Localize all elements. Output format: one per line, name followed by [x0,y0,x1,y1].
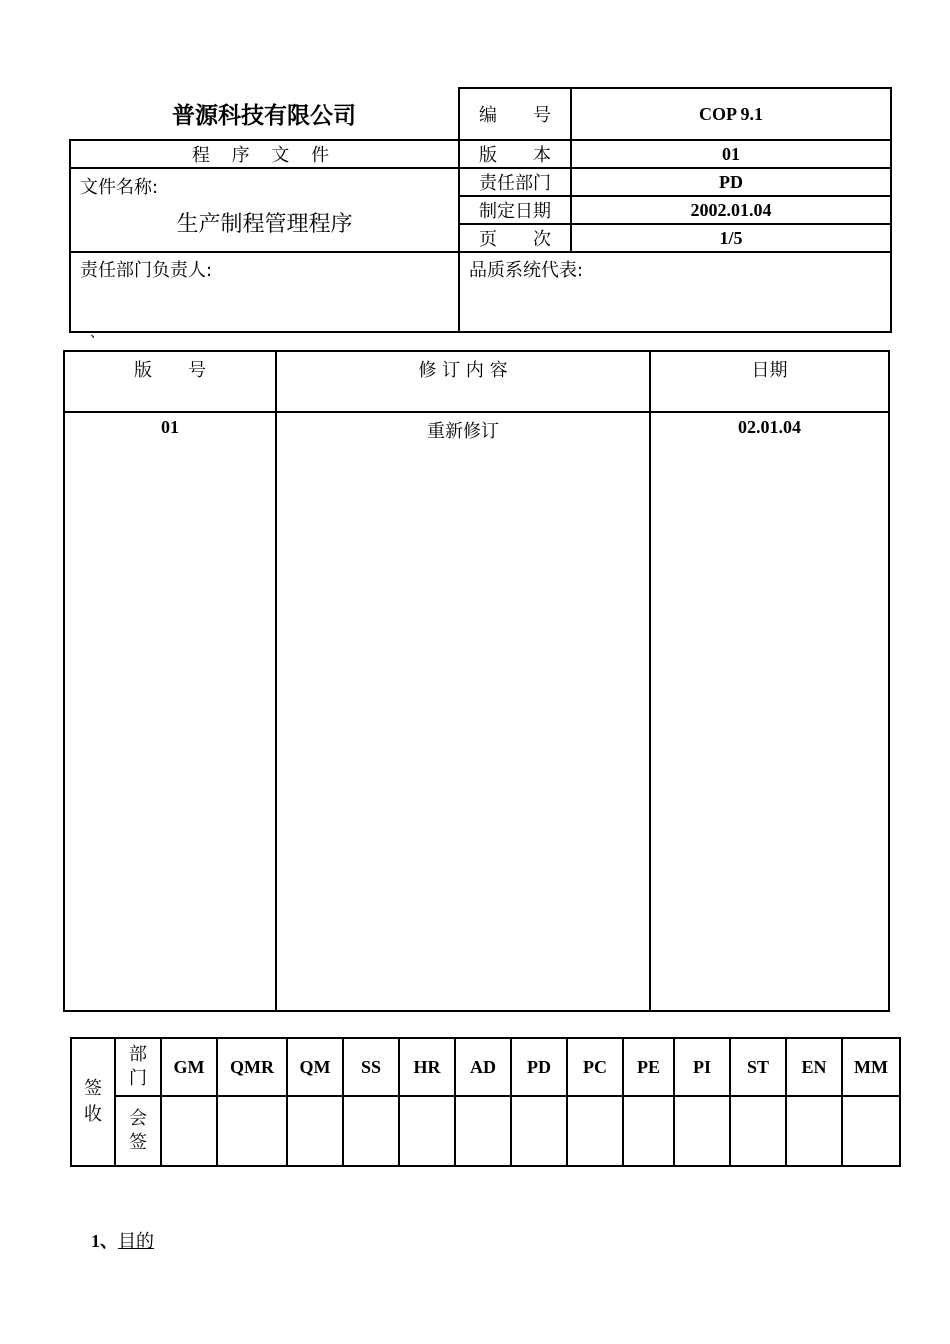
revision-header-content: 修 订 内 容 [276,351,650,412]
field-value-page: 1/5 [571,224,891,252]
revision-version: 01 [64,412,276,1011]
cosign-cell-qm[interactable] [287,1096,343,1166]
cosign-cell-mm[interactable] [842,1096,900,1166]
doc-type: 程 序 文 件 [70,140,459,168]
revision-date: 02.01.04 [650,412,889,1011]
dept-mm: MM [842,1038,900,1096]
dept-en: EN [786,1038,842,1096]
field-value-version: 01 [571,140,891,168]
section-number: 1、 [91,1231,118,1251]
section-heading [91,1227,154,1253]
field-value-date: 2002.01.04 [571,196,891,224]
file-name: 生产制程管理程序 [176,212,353,237]
field-label-version: 版 本 [459,140,571,168]
revision-header-date: 日期 [650,351,889,412]
dept-pd: PD [511,1038,567,1096]
dept-pc: PC [567,1038,623,1096]
dept-ss: SS [343,1038,399,1096]
signoff-group-label: 签收 [71,1038,115,1166]
cosign-cell-hr[interactable] [399,1096,455,1166]
field-value-dept: PD [571,168,891,196]
section-title: 目的 [118,1231,154,1252]
dept-hr: HR [399,1038,455,1096]
cosign-cell-qmr[interactable] [217,1096,287,1166]
table-row [64,412,889,1011]
cosign-cell-pi[interactable] [674,1096,730,1166]
field-value-number: COP 9.1 [571,88,891,140]
cosign-cell-pd[interactable] [511,1096,567,1166]
dept-label: 部门 [115,1038,161,1096]
document-header [69,87,892,333]
dept-qm: QM [287,1038,343,1096]
revision-content: 重新修订 [276,412,650,1011]
qa-rep-label: 品质系统代表: [459,252,891,332]
file-name-label: 文件名称: [80,177,159,198]
company-name: 普源科技有限公司 [70,88,459,140]
cosign-cell-pe[interactable] [623,1096,674,1166]
cosign-cell-ss[interactable] [343,1096,399,1166]
cosign-cell-en[interactable] [786,1096,842,1166]
field-label-page: 页 次 [459,224,571,252]
cosign-cell-st[interactable] [730,1096,786,1166]
dept-pi: PI [674,1038,730,1096]
dept-st: ST [730,1038,786,1096]
file-name-cell [70,168,459,252]
dept-gm: GM [161,1038,217,1096]
field-label-dept: 责任部门 [459,168,571,196]
field-label-number: 编 号 [459,88,571,140]
cosign-cell-ad[interactable] [455,1096,511,1166]
signoff-table [70,1037,901,1167]
cosign-cell-pc[interactable] [567,1096,623,1166]
field-label-date: 制定日期 [459,196,571,224]
dept-head-label: 责任部门负责人: [70,252,459,332]
dept-pe: PE [623,1038,674,1096]
revision-table [63,350,890,1012]
cosign-cell-gm[interactable] [161,1096,217,1166]
revision-header-version: 版 号 [64,351,276,412]
cosign-label: 会签 [115,1096,161,1166]
stray-mark: 、 [90,325,104,341]
dept-ad: AD [455,1038,511,1096]
dept-qmr: QMR [217,1038,287,1096]
